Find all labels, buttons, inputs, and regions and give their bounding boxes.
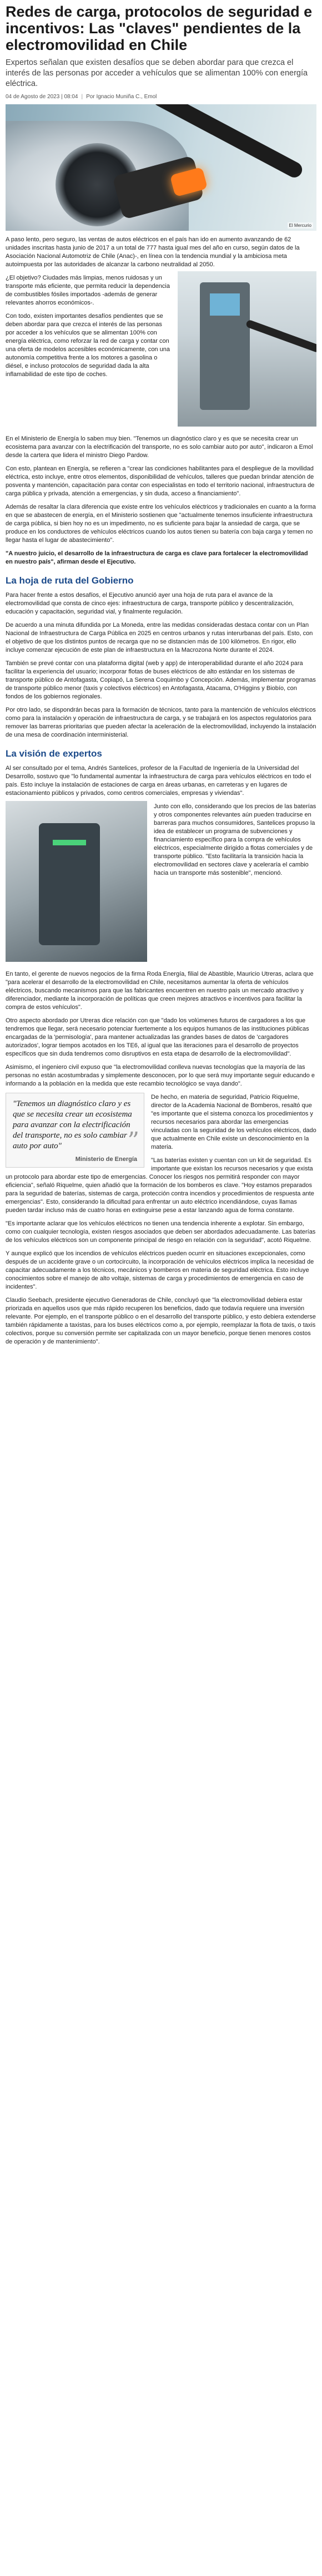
quote-mark-icon: ” [127, 1127, 139, 1154]
paragraph-21: Claudio Seebach, presidente ejecutivo Generadoras de Chile, concluyó que "la electromovilidad debiera estar priorizada en aquellos usos que más rápido recuperen los beneficios, dado que todavía requiere una inversión relevante. Por ejemplo, en el transporte público o en el desarrollo del transporte público, y esto debiera extenderse también rápidamente a taxistas, para los buses eléctricos como a, por ejemplo, reemplazar la flota de taxis, o taxis colectivos, porque su conversión permite ser capitalizada con un mayor beneficio, porque tienen menores costos de operación y de mantenimiento". [6, 1297, 316, 1345]
paragraph-1: A paso lento, pero seguro, las ventas de autos eléctricos en el país han ido en aumento avanzando de 62 unidades inscritas hasta junio de 2017 a un total de 777 hasta igual mes del año en curso, según datos de la Asociación Nacional Automotriz de Chile (Anac)-, en línea con la tendencia mundial y la ambiciosa meta autoimpuesta por las autoridades de alcanzar la carbono neutralidad al 2050. [6, 236, 300, 268]
paragraph-6: Además de resaltar la clara diferencia que existe entre los vehículos eléctricos y tradicionales en cuanto a la forma en que se abastecen de energía, en el Ministerio sostienen que "actualmente tenemos insuficiente infraestructura de carga pública, si bien hoy no es un impedimento, no es suficiente para bajar la ansiedad de carga, que se produce en los conductores de vehículos eléctricos cuando los autos tienen su batería con baja carga y temen no llegar hasta el lugar de abastecimiento". [6, 504, 316, 544]
article-author[interactable]: Por Ignacio Muniña C., Emol [86, 94, 157, 100]
paragraph-20: Y aunque explicó que los incendios de vehículos eléctricos pueden ocurrir en situaciones excepcionales, como después de un accidente grave o un cortocircuito, la incorporación de vehículos eléctricos implica la necesidad de capacitar adecuadamente a los técnicos, mecánicos y bomberos en materia de seguridad eléctrica. Esto incluye conocimientos sobre el manejo de alto voltaje, sistemas de carga y procedimientos de emergencia en caso de incidentes". [6, 1250, 314, 1290]
paragraph-12: Al ser consultado por el tema, Andrés Santelices, profesor de la Facultad de Ingeniería de la Universidad del Desarrollo, sostuvo que "lo fundamental aumentar la infraestructura de carga para vehículos eléctricos en todo el país. Esto incluye la instalación de estaciones de carga en áreas urbanas, en carreteras y en lugares de estacionamiento públicos y privados, como centros comerciales, empresas y viviendas". [6, 765, 311, 797]
paragraph-15: Otro aspecto abordado por Utreras dice relación con que "dado los volúmenes futuros de cargadores a los que tendremos que llegar, será necesario potenciar fuertemente a los equipos humanos de las instituciones públicas encargadas de la 'permisología', para mantener actualizadas las grandes bases de datos de 'cargadores autorizados', lograr tiempos acotados en los TE6, al igual que las iteraciones para el desarrollo de proyectos específicos que sin duda tendremos como disruptivos en esta etapa de desarrollo de la electromovilidad". [6, 1017, 309, 1057]
paragraph-5: Con esto, plantean en Energía, se refieren a "crear las condiciones habilitantes para el despliegue de la movilidad eléctrica, esto incluye, entre otros elementos, disponibilidad de vehículos, talleres que puedan brindar atención de posventa y mantención, capacitación para contar con especialistas en todo el territorio nacional, infraestructura de carga pública y privada, atención a emergencias, y sin duda, acceso a financiamiento". [6, 465, 315, 497]
pull-quote-author: Ministerio de Energía [75, 1156, 137, 1163]
paragraph-10: También se prevé contar con una plataforma digital (web y app) de interoperabilidad durante el año 2024 para facilitar la experiencia del usuario; incorporar flotas de buses eléctricos de alto estándar en los sistemas de transporte público de Antofagasta, Copiapó, La Serena Coquimbo y Concepción. Además, implementar programas de transporte público menor (taxis y colectivos eléctricos) en Antofagasta, Atacama, O'Higgins y Biobío, con fondos de los gobiernos regionales. [6, 660, 316, 700]
paragraph-11: Por otro lado, se dispondrán becas para la formación de técnicos, tanto para la mantención de vehículos eléctricos como para la instalación y operación de infraestructura de carga, y se trabajará en los aspectos regulatorios para remover las barreras prioritarias que pueden afectar la aceleración de la electromovilidad, incluyendo la instalación de una mesa de coordinación interministerial. [6, 707, 316, 738]
paragraph-19: "Es importante aclarar que los vehículos eléctricos no tienen una tendencia inherente a explotar. Sin embargo, como con cualquier tecnología, existen riesgos asociados que deben ser abordados adecuadamente. Las baterías de los vehículos eléctricos son un componente principal de riesgo en relación con la seguridad", acotó Riquelme. [6, 1220, 316, 1244]
paragraph-8: Para hacer frente a estos desafíos, el Ejecutivo anunció ayer una hoja de ruta para el avance de la electromovilidad que consta de cinco ejes: infraestructura de carga, transporte público y descentralización, educación y capacitación, seguridad vial, y finalmente regulación. [6, 592, 294, 615]
charger-cable-shape [245, 319, 316, 353]
article-date: 04 de Agosto de 2023 | 08:04 [6, 94, 78, 100]
paragraph-14: En tanto, el gerente de nuevos negocios de la firma Roda Energía, filial de Abastible, Mauricio Utreras, aclara que "para acelerar el desarrollo de la electromovilidad en Chile, necesitamos aumentar la oferta de vehículos eléctricos, buscando mecanismos para que las fabricantes encuentren en nuestro país un mercado atractivo y diferenciador, mediante la incorporación de políticas que creen mejores atractivos e incentivos para facilitar la compra de estos vehículos". [6, 971, 314, 1011]
paragraph-2: ¿El objetivo? Ciudades más limpias, menos ruidosas y un transporte más eficiente, que permita reducir la dependencia de combustibles fósiles importados -además de generar relevantes ahorros económicos-. [6, 275, 170, 306]
paragraph-7: "A nuestro juicio, el desarrollo de la infraestructura de carga es clave para fortalecer la electromovilidad en nuestro país", afirman desde el Ejecutivo. [6, 550, 308, 565]
paragraph-9: De acuerdo a una minuta difundida por La Moneda, entre las medidas consideradas destaca contar con un Plan Nacional de Infraestructura de Carga Pública en 2025 en centros urbanos y rutas interurbanas del país. Esto, con el objetivo de que los distintos puntos de recarga que no se distancien más de 100 kilómetros. En rigor, ello incluye comenzar ejecución de este plan de infraestructura en la Macrozona Norte durante el 2024. [6, 622, 313, 653]
image-credit: El Mercurio [288, 222, 313, 229]
article-lead: Expertos señalan que existen desafíos que se deben abordar para que crezca el interés de las personas por acceder a vehículos que se alimentan 100% con energía eléctrica. [6, 58, 308, 88]
section-heading-roadmap: La hoja de ruta del Gobierno [6, 575, 134, 586]
hero-image [6, 104, 316, 231]
byline [6, 94, 316, 100]
paragraph-3: Con todo, existen importantes desafíos pendientes que se deben abordar para que crezca el interés de las personas por acceder a los vehículos que se alimentan 100% con energía eléctrica, como reforzar la red de carga y contar con una oferta de modelos accesibles económicamente, con una autonomía competitiva frente a los motores a gasolina o diésel, e incluso protocolos de seguridad dada la alta inflamabilidad de este tipo de coches. [6, 313, 170, 378]
paragraph-17: De hecho, en materia de seguridad, Patricio Riquelme, director de la Academia Nacional de Bomberos, resaltó que "es importante que el sistema conozca los procedimientos y recursos necesarios para abordar las emergencias vinculadas con la seguridad de los vehículos eléctricos, dado que actualmente en Chile existe un desconocimiento en la materia. [151, 1094, 316, 1150]
paragraph-16: Asimismo, el ingeniero civil expuso que "la electromovilidad conlleva nuevas tecnologías que la mayoría de las personas no están acostumbradas y simplemente desconocen, por lo que será muy importante seguir educando e informando a la población en la medida que este recambio tecnológico se vaya dando". [6, 1064, 315, 1087]
section-heading-experts: La visión de expertos [6, 748, 102, 759]
charging-station-image [178, 271, 316, 427]
paragraph-4: En el Ministerio de Energía lo saben muy bien. "Tenemos un diagnóstico claro y es que se necesita crear un ecosistema para avanzar con la electrificación del transporte, no es solo cambiar auto por auto", indicaron a Emol desde la cartera que lidera el ministro Diego Pardow. [6, 435, 313, 459]
pull-quote [6, 1093, 144, 1168]
article-title: Redes de carga, protocolos de seguridad e incentivos: Las "claves" pendientes de la electromovilidad en Chile [6, 3, 313, 53]
charger-closeup-image [6, 801, 147, 962]
charger-indicator-shape [53, 840, 86, 845]
charger-screen-shape [210, 293, 240, 316]
paragraph-13: Junto con ello, considerando que los precios de las baterías y otros componentes relevantes aún pueden traducirse en barreras para muchos consumidores, Santelices propuso la idea de establecer un programa de subvenciones y financiamiento específico para la compra de vehículos eléctricos, especialmente dirigido a flotas comerciales y de transporte público. "Esto facilitaría la transición hacia la electromovilidad en sectores clave y aceleraría el cambio hacia un transporte más sostenible", mencionó. [154, 803, 316, 876]
paragraph-18: "Las baterías existen y cuentan con un kit de seguridad. Es importante que existan los recursos necesarios y que exista un protocolo para abordar este tipo de emergencias. Conocer los riesgos nos permitirá responder con mayor eficiencia", señaló Riquelme, quien añadió que la formación de los bomberos es clave. "Hoy estamos preparados para la seguridad de baterías, sistemas de carga, protección contra incendios y procedimientos de respuesta ante emergencias". Esto, considerando la dificultad para enfrentar un auto eléctrico incendiándose, cuyas llamas pueden tardar incluso más de cuatro horas en extinguirse pese a estar lanzando agua de forma constante. [6, 1157, 314, 1214]
byline-separator: | [81, 94, 83, 100]
pull-quote-text: "Tenemos un diagnóstico claro y es que se necesita crear un ecosistema para avanzar con la electrificación del transporte, no es solo cambiar auto por auto" [13, 1099, 132, 1150]
